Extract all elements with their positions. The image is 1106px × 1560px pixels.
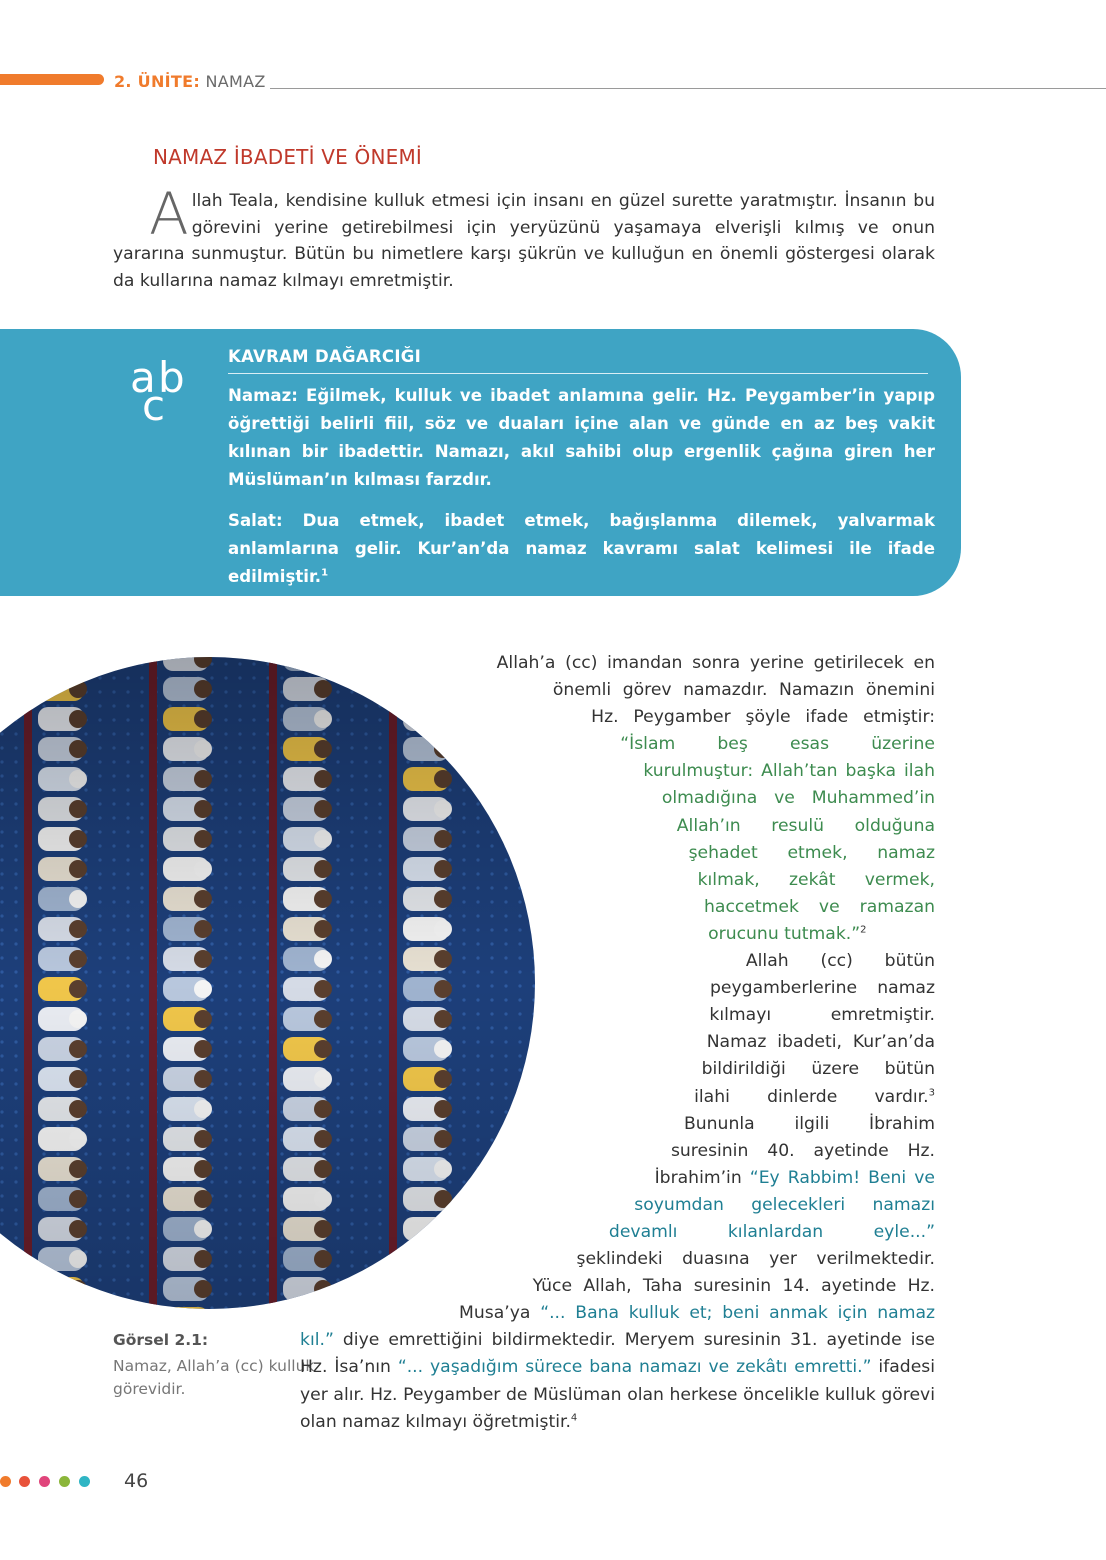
footnote-ref: 4 [570,1411,578,1423]
body-text: Allah’a (cc) imandan sonra yerine getirilecek en önemli görev namazdır. Namazın önemini Hz. Peygamber şöyle ifade etmiştir: “İslam beş esas üzerine kurulmuştur: Allah’tan başka ilah olmadığına ve Muhammed’in Allah’ın resulü olduğuna şehadet etmek, namaz kılmak, zekât vermek, haccetmek ve ramazan orucunu tutmak.”$^2$ Allah (cc) bütün peygamberlerine namaz kılmayı emretmiştir. Namaz ibadeti, Kur’an’da bildirildiği üzere bütün ilahi dinlerde vardır.$^3$ Bununla ilgili İbrahim suresinin 40. ayetinde Hz. İbrahim’in “Ey Rabbim! Beni ve soyumdan gelecekleri namazı devamlı kılanlardan eyle...” şeklindeki duasına yer verilmektedir. Yüce Allah, Taha suresinin 14. ayetinde Hz. Musa’ya “... Bana kulluk et; beni anmak için namaz kıl.” diye emrettiğini bildirmektedir. Meryem suresinin 31. ayetinde ise Hz. İsa’nın “... yaşadığım sürece bana namazı ve zekâtı emretti.” ifadesi yer alır. Hz. Peygamber de Müslüman olan herkese öncelikle kulluk görevi olan namaz kılmayı öğretmiştir.$^4$ [300,653,935,1432]
footnote-ref: 1 [321,567,329,579]
concept-box-text [228,382,935,591]
footnote-ref: 2 [860,924,867,936]
figure-caption-text: Namaz, Allah’a (cc) kulluk görevidir. [113,1357,315,1398]
intro-text: llah Teala, kendisine kulluk etmesi için insanı en güzel surette yaratmıştır. İnsanın bu görevini yerine getirebilmesi için yeryüzünü yaşamaya elverişli kılmış ve onun yararına sunmuştur. Bütün bu nimetlere karşı şükrün ve kulluğun en önemli göstergesi olarak da kullarına namaz kılmayı emretmiştir. [113,191,935,291]
footnote-ref: 3 [928,1086,935,1098]
definition-salat: Salat: Dua etmek, ibadet etmek, bağışlanma dilemek, yalvarmak anlamlarına gelir. Kur’an’da namaz kavramı salat kelimesi ile ifade edilmiştir.$^1$ [228,511,936,586]
footer-dot [59,1476,70,1487]
verse-quote: “Ey Rabbim! Beni ve soyumdan gelecekleri namazı devamlı kılanlardan eyle...” [608,1167,935,1242]
verse-quote: “... yaşadığım sürece bana namazı ve zekâtı emretti.” [397,1357,872,1378]
concept-box-title: KAVRAM DAĞARCIĞI [228,347,422,366]
verse-quote: “... Bana kulluk et; beni anmak için namaz kıl.” [300,1303,935,1351]
footer-dot [0,1476,11,1487]
header-rule [270,88,1106,89]
intro-paragraph [113,180,935,294]
header-accent-bar [0,74,104,85]
definition-namaz: Namaz: Eğilmek, kulluk ve ibadet anlamına gelir. Hz. Peygamber’in yapıp öğrettiği belirli fiil, söz ve duaları içine alan ve günde en az beş vakit kılınan bir ibadettir. Namazı, akıl sahibi olup ergenlik çağına giren her Müslüman’ın kılması farzdır. [228,386,936,489]
footer-dot [19,1476,30,1487]
running-header [114,72,266,91]
header-topic: NAMAZ [205,72,266,91]
figure-caption-title: Görsel 2.1: [113,1331,209,1349]
hadith-quote: “İslam beş esas üzerine kurulmuştur: Allah’tan başka ilah olmadığına ve Muhammed’in Allah’ın resulü olduğuna şehadet etmek, namaz kılmak, zekât vermek, haccetmek ve ramazan orucunu tutmak.” [620,734,935,944]
section-title: NAMAZ İBADETİ VE ÖNEMİ [153,145,423,169]
concept-box-rule [228,373,928,374]
abc-icon: a b c [130,353,185,430]
footer-dot [39,1476,50,1487]
header-unit: 2. ÜNİTE: [114,72,201,91]
page-number: 46 [124,1470,149,1492]
drop-cap: A [149,180,189,248]
footer-dot [79,1476,90,1487]
